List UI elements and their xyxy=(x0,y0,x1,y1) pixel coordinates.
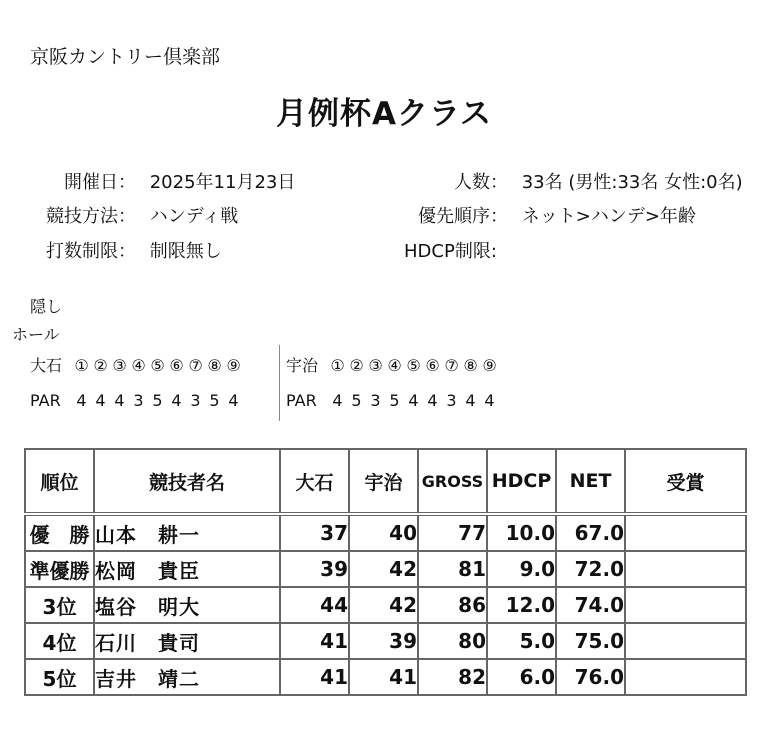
hole-number-out-8: ⑧ xyxy=(207,356,222,375)
method-row xyxy=(30,205,238,229)
date-row xyxy=(30,171,295,195)
par-out-4: 3 xyxy=(133,391,144,410)
award-cell xyxy=(625,514,746,551)
count-row xyxy=(404,171,743,195)
hdcp-limit-label: HDCP制限: xyxy=(404,241,497,262)
hole-number-in-9: ⑨ xyxy=(482,356,497,375)
date-label: 開催日： xyxy=(64,172,136,193)
limit-row xyxy=(30,240,222,264)
hole-number-out-2: ② xyxy=(93,356,108,375)
hole-number-out-7: ⑦ xyxy=(188,356,203,375)
gross-cell: 81 xyxy=(418,551,487,587)
net-cell: 74.0 xyxy=(556,587,625,623)
hole-number-out-6: ⑥ xyxy=(169,356,184,375)
hole-number-in-7: ⑦ xyxy=(444,356,459,375)
header-in: 宇治 xyxy=(349,449,418,514)
method-value: ハンディ戦 xyxy=(149,206,239,227)
player-name-cell: 石川 貴司 xyxy=(94,623,280,659)
player-name-cell: 山本 耕一 xyxy=(94,514,280,551)
hidden-label-line2: ホール xyxy=(12,325,60,344)
table-header-row xyxy=(25,449,746,514)
par-out-label: PAR xyxy=(30,391,61,410)
hole-number-in-4: ④ xyxy=(387,356,402,375)
net-cell: 76.0 xyxy=(556,659,625,695)
table-row xyxy=(25,551,746,587)
count-label: 人数： xyxy=(454,172,508,193)
gross-cell: 77 xyxy=(418,514,487,551)
hdcp-cell: 5.0 xyxy=(487,623,556,659)
par-in-7: 3 xyxy=(446,391,457,410)
award-cell xyxy=(625,551,746,587)
header-rank: 順位 xyxy=(25,449,94,514)
award-cell xyxy=(625,623,746,659)
par-out-5: 5 xyxy=(152,391,163,410)
par-in-label: PAR xyxy=(286,391,317,410)
header-award: 受賞 xyxy=(625,449,746,514)
club-name: 京阪カントリー倶楽部 xyxy=(30,46,221,68)
hole-number-out-3: ③ xyxy=(112,356,127,375)
header-out: 大石 xyxy=(280,449,349,514)
count-value: 33名 (男性:33名 女性:0名) xyxy=(521,172,743,193)
hole-row-in xyxy=(286,353,499,376)
course-in-label: 宇治 xyxy=(286,356,319,375)
par-row-out xyxy=(30,391,243,410)
par-in-6: 4 xyxy=(427,391,438,410)
par-in-4: 5 xyxy=(389,391,400,410)
table-row xyxy=(25,659,746,695)
rank-cell: 3位 xyxy=(25,587,94,623)
in-score-cell: 42 xyxy=(349,587,418,623)
rank-cell: 5位 xyxy=(25,659,94,695)
par-out-8: 5 xyxy=(209,391,220,410)
table-row xyxy=(25,587,746,623)
method-label: 競技方法： xyxy=(46,206,136,227)
priority-row xyxy=(404,205,696,229)
par-out-1: 4 xyxy=(76,391,87,410)
par-in-8: 4 xyxy=(465,391,476,410)
hole-number-out-5: ⑤ xyxy=(150,356,165,375)
par-out-9: 4 xyxy=(228,391,239,410)
header-net: NET xyxy=(556,449,625,514)
in-score-cell: 42 xyxy=(349,551,418,587)
out-score-cell: 41 xyxy=(280,659,349,695)
net-cell: 72.0 xyxy=(556,551,625,587)
hole-number-in-5: ⑤ xyxy=(406,356,421,375)
limit-value: 制限無し xyxy=(149,241,222,262)
award-cell xyxy=(625,659,746,695)
in-score-cell: 40 xyxy=(349,514,418,551)
hole-number-in-6: ⑥ xyxy=(425,356,440,375)
table-row xyxy=(25,514,746,551)
gross-cell: 86 xyxy=(418,587,487,623)
par-in-9: 4 xyxy=(484,391,495,410)
priority-label: 優先順序： xyxy=(418,206,508,227)
hole-row-out xyxy=(30,353,243,376)
page-title: 月例杯Aクラス xyxy=(275,96,493,132)
rank-cell: 準優勝 xyxy=(25,551,94,587)
hole-number-in-3: ③ xyxy=(368,356,383,375)
priority-value: ネット>ハンデ>年齢 xyxy=(521,206,696,227)
header-gross: GROSS xyxy=(418,449,487,514)
par-in-3: 3 xyxy=(370,391,381,410)
out-score-cell: 37 xyxy=(280,514,349,551)
hdcp-limit-row xyxy=(404,240,497,264)
award-cell xyxy=(625,587,746,623)
player-name-cell: 吉井 靖二 xyxy=(94,659,280,695)
table-row xyxy=(25,623,746,659)
hdcp-cell: 12.0 xyxy=(487,587,556,623)
par-out-6: 4 xyxy=(171,391,182,410)
hidden-label-line1: 隠し xyxy=(30,297,63,316)
header-hdcp: HDCP xyxy=(487,449,556,514)
par-in-5: 4 xyxy=(408,391,419,410)
par-in-1: 4 xyxy=(332,391,343,410)
hdcp-cell: 6.0 xyxy=(487,659,556,695)
limit-label: 打数制限： xyxy=(46,241,136,262)
net-cell: 75.0 xyxy=(556,623,625,659)
hole-number-in-8: ⑧ xyxy=(463,356,478,375)
hole-number-in-2: ② xyxy=(349,356,364,375)
date-value: 2025年11月23日 xyxy=(149,172,296,193)
course-out-label: 大石 xyxy=(30,356,63,375)
in-score-cell: 39 xyxy=(349,623,418,659)
par-in-2: 5 xyxy=(351,391,362,410)
par-out-3: 4 xyxy=(114,391,125,410)
rank-cell: 優 勝 xyxy=(25,514,94,551)
gross-cell: 80 xyxy=(418,623,487,659)
hole-number-in-1: ① xyxy=(330,356,345,375)
course-divider xyxy=(279,345,280,421)
hdcp-cell: 10.0 xyxy=(487,514,556,551)
player-name-cell: 塩谷 明大 xyxy=(94,587,280,623)
gross-cell: 82 xyxy=(418,659,487,695)
player-name-cell: 松岡 貴臣 xyxy=(94,551,280,587)
out-score-cell: 44 xyxy=(280,587,349,623)
hole-number-out-9: ⑨ xyxy=(226,356,241,375)
results-table xyxy=(24,448,747,696)
net-cell: 67.0 xyxy=(556,514,625,551)
par-out-2: 4 xyxy=(95,391,106,410)
header-name: 競技者名 xyxy=(94,449,280,514)
hole-number-out-4: ④ xyxy=(131,356,146,375)
hole-number-out-1: ① xyxy=(74,356,89,375)
hdcp-cell: 9.0 xyxy=(487,551,556,587)
par-out-7: 3 xyxy=(190,391,201,410)
out-score-cell: 39 xyxy=(280,551,349,587)
rank-cell: 4位 xyxy=(25,623,94,659)
par-row-in xyxy=(286,391,499,410)
in-score-cell: 41 xyxy=(349,659,418,695)
out-score-cell: 41 xyxy=(280,623,349,659)
